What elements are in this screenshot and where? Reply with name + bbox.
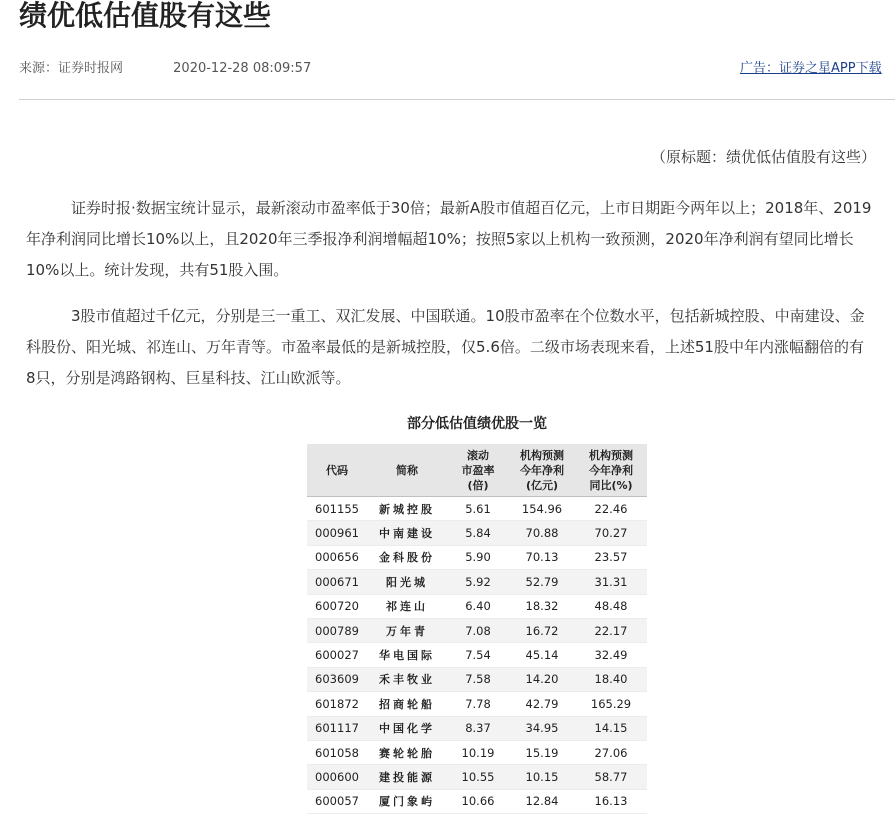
cell-profit: 70.88 [509, 521, 575, 545]
cell-profit: 34.95 [509, 716, 575, 740]
cell-pe: 7.58 [447, 667, 509, 691]
cell-name: 招商轮船 [367, 692, 447, 716]
article-paragraph-2: 3股市值超过千亿元，分别是三一重工、双汇发展、中国联通。10股市盈率在个位数水平，包括新城控股、中南建设、金科股份、阳光城、祁连山、万年青等。市盈率最低的是新城控股，仅5.6倍。二级市场表现来看，上述51股中年内涨幅翻倍的有8只，分别是鸿路钢构、巨星科技、江山欧派等。 [26, 307, 865, 387]
table-row [307, 545, 647, 569]
cell-pe: 7.78 [447, 692, 509, 716]
table-row [307, 716, 647, 740]
cell-profit: 14.20 [509, 667, 575, 691]
cell-profit: 10.15 [509, 765, 575, 789]
cell-name: 新城控股 [367, 497, 447, 521]
cell-name: 万年青 [367, 618, 447, 642]
original-title-note: （原标题：绩优低估值股有这些） [650, 148, 876, 166]
table-row [307, 594, 647, 618]
cell-name: 金科股份 [367, 545, 447, 569]
header-name [367, 444, 447, 497]
header-growth [575, 444, 647, 497]
cell-profit: 12.84 [509, 789, 575, 813]
cell-pe: 10.55 [447, 765, 509, 789]
cell-name: 厦门象屿 [367, 789, 447, 813]
cell-pe: 10.19 [447, 740, 509, 764]
table-body [307, 497, 647, 814]
header-divider [19, 99, 895, 100]
cell-code: 000600 [307, 765, 367, 789]
header-code [307, 444, 367, 497]
header-profit [509, 444, 575, 497]
cell-profit: 15.19 [509, 740, 575, 764]
header-profit-line: (亿元) [525, 478, 559, 492]
cell-growth: 48.48 [575, 594, 647, 618]
cell-growth: 14.15 [575, 716, 647, 740]
header-profit-line: 今年净利 [520, 463, 564, 477]
article-title: 绩优低估值股有这些 [19, 0, 272, 32]
cell-growth: 32.49 [575, 643, 647, 667]
cell-profit: 18.32 [509, 594, 575, 618]
cell-code: 000961 [307, 521, 367, 545]
table-row [307, 497, 647, 521]
table-row [307, 765, 647, 789]
cell-name: 阳光城 [367, 570, 447, 594]
header-growth-line: 同比(%) [589, 478, 633, 492]
article-meta [19, 57, 311, 76]
cell-code: 601872 [307, 692, 367, 716]
cell-code: 000789 [307, 618, 367, 642]
cell-growth: 22.46 [575, 497, 647, 521]
table-row [307, 789, 647, 813]
cell-profit: 45.14 [509, 643, 575, 667]
header-name-line: 简称 [396, 463, 418, 477]
article-datetime: 2020-12-28 08:09:57 [173, 61, 312, 76]
cell-code: 000656 [307, 545, 367, 569]
table-row [307, 667, 647, 691]
cell-name: 赛轮轮胎 [367, 740, 447, 764]
header-growth-line: 机构预测 [589, 448, 633, 462]
cell-code: 600027 [307, 643, 367, 667]
cell-code: 000671 [307, 570, 367, 594]
cell-pe: 5.92 [447, 570, 509, 594]
cell-growth: 31.31 [575, 570, 647, 594]
table-row [307, 740, 647, 764]
cell-name: 建投能源 [367, 765, 447, 789]
table-title: 部分低估值绩优股一览 [407, 416, 547, 432]
cell-pe: 6.40 [447, 594, 509, 618]
header-growth-line: 今年净利 [589, 463, 633, 477]
stock-table-figure [307, 410, 647, 814]
stock-table [307, 444, 647, 814]
cell-growth: 70.27 [575, 521, 647, 545]
cell-name: 中国化学 [367, 716, 447, 740]
cell-pe: 5.84 [447, 521, 509, 545]
header-pe-line: 滚动 [467, 448, 489, 462]
cell-profit: 154.96 [509, 497, 575, 521]
header-pe [447, 444, 509, 497]
table-row [307, 618, 647, 642]
cell-growth: 165.29 [575, 692, 647, 716]
article-paragraph-1: 证券时报·数据宝统计显示，最新滚动市盈率低于30倍；最新A股市值超百亿元，上市日期距今两年以上；2018年、2019年净利润同比增长10%以上，且2020年三季报净利润增幅超10%；按照5家以上机构一致预测，2020年净利润有望同比增长10%以上。统计发现，共有51股入围。 [26, 199, 872, 279]
table-row [307, 692, 647, 716]
cell-name: 华电国际 [367, 643, 447, 667]
cell-pe: 8.37 [447, 716, 509, 740]
cell-growth: 23.57 [575, 545, 647, 569]
cell-growth: 22.17 [575, 618, 647, 642]
header-profit-line: 机构预测 [520, 448, 564, 462]
table-row [307, 521, 647, 545]
table-header-row [307, 444, 647, 497]
cell-name: 祁连山 [367, 594, 447, 618]
cell-name: 中南建设 [367, 521, 447, 545]
cell-code: 603609 [307, 667, 367, 691]
cell-code: 600057 [307, 789, 367, 813]
header-pe-line: (倍) [467, 478, 489, 492]
cell-code: 601117 [307, 716, 367, 740]
header-code-line: 代码 [326, 463, 348, 477]
cell-growth: 18.40 [575, 667, 647, 691]
cell-pe: 5.61 [447, 497, 509, 521]
cell-code: 600720 [307, 594, 367, 618]
cell-profit: 16.72 [509, 618, 575, 642]
cell-name: 禾丰牧业 [367, 667, 447, 691]
ad-app-download-link[interactable]: 广告：证券之星APP下载 [740, 61, 882, 76]
cell-profit: 52.79 [509, 570, 575, 594]
cell-pe: 5.90 [447, 545, 509, 569]
table-row [307, 570, 647, 594]
cell-growth: 58.77 [575, 765, 647, 789]
cell-pe: 7.08 [447, 618, 509, 642]
table-row [307, 643, 647, 667]
cell-code: 601155 [307, 497, 367, 521]
cell-pe: 10.66 [447, 789, 509, 813]
cell-profit: 42.79 [509, 692, 575, 716]
cell-growth: 27.06 [575, 740, 647, 764]
article-source: 来源：证券时报网 [19, 61, 124, 76]
cell-code: 601058 [307, 740, 367, 764]
cell-pe: 7.54 [447, 643, 509, 667]
cell-growth: 16.13 [575, 789, 647, 813]
cell-profit: 70.13 [509, 545, 575, 569]
header-pe-line: 市盈率 [461, 463, 495, 477]
